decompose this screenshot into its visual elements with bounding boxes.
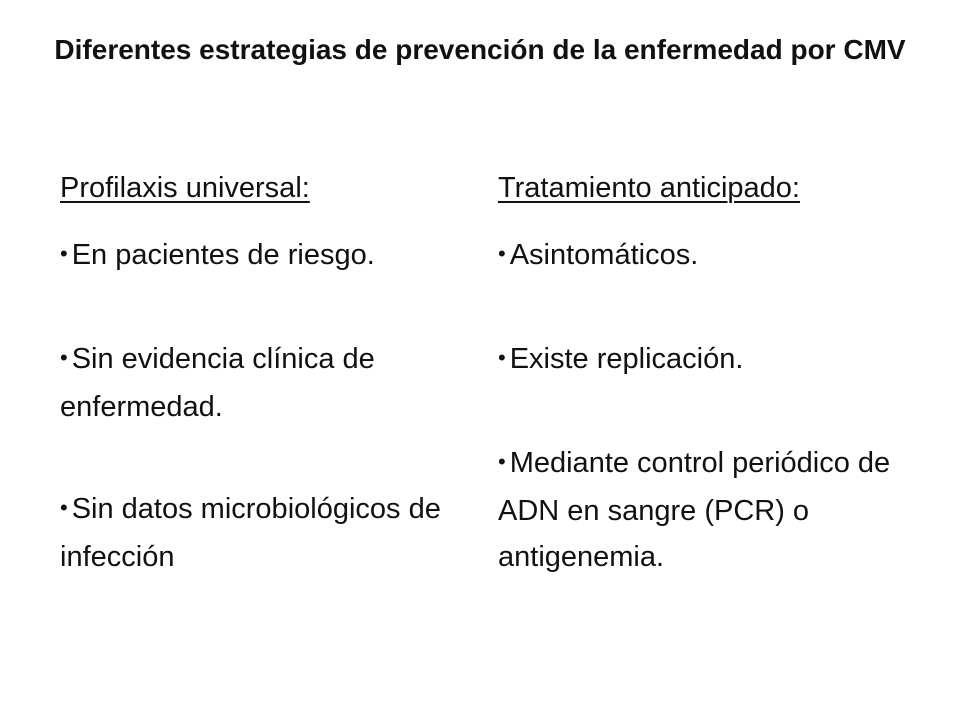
right-bullet-item (498, 440, 898, 580)
left-column-heading: Profilaxis universal: (60, 172, 310, 204)
right-bullet-text: Existe replicación. (509, 343, 744, 375)
right-column (498, 170, 898, 573)
bullet-marker: • (498, 345, 506, 370)
right-bullet-text: Mediante control periódico de ADN en sangre (PCR) o antigenemia. (498, 447, 891, 573)
left-bullet-text: Sin evidencia clínica de enfermedad. (60, 343, 375, 423)
bullet-marker: • (498, 449, 506, 474)
bullet-marker: • (498, 241, 506, 266)
right-bullet-item (498, 336, 898, 384)
left-column (60, 170, 460, 573)
left-bullet-text: Sin datos microbiológicos de infección (60, 493, 441, 573)
left-bullet-item (60, 232, 460, 280)
left-bullet-item (60, 336, 460, 430)
bullet-marker: • (60, 345, 68, 370)
right-column-heading: Tratamiento anticipado: (498, 172, 800, 204)
left-bullet-text: En pacientes de riesgo. (71, 239, 375, 271)
bullet-marker: • (60, 241, 68, 266)
right-bullet-item (498, 232, 898, 280)
left-bullet-item (60, 486, 460, 580)
slide-title: Diferentes estrategias de prevención de la enfermedad por CMV (54, 34, 906, 65)
right-bullet-text: Asintomáticos. (509, 239, 699, 271)
bullet-marker: • (60, 495, 68, 520)
